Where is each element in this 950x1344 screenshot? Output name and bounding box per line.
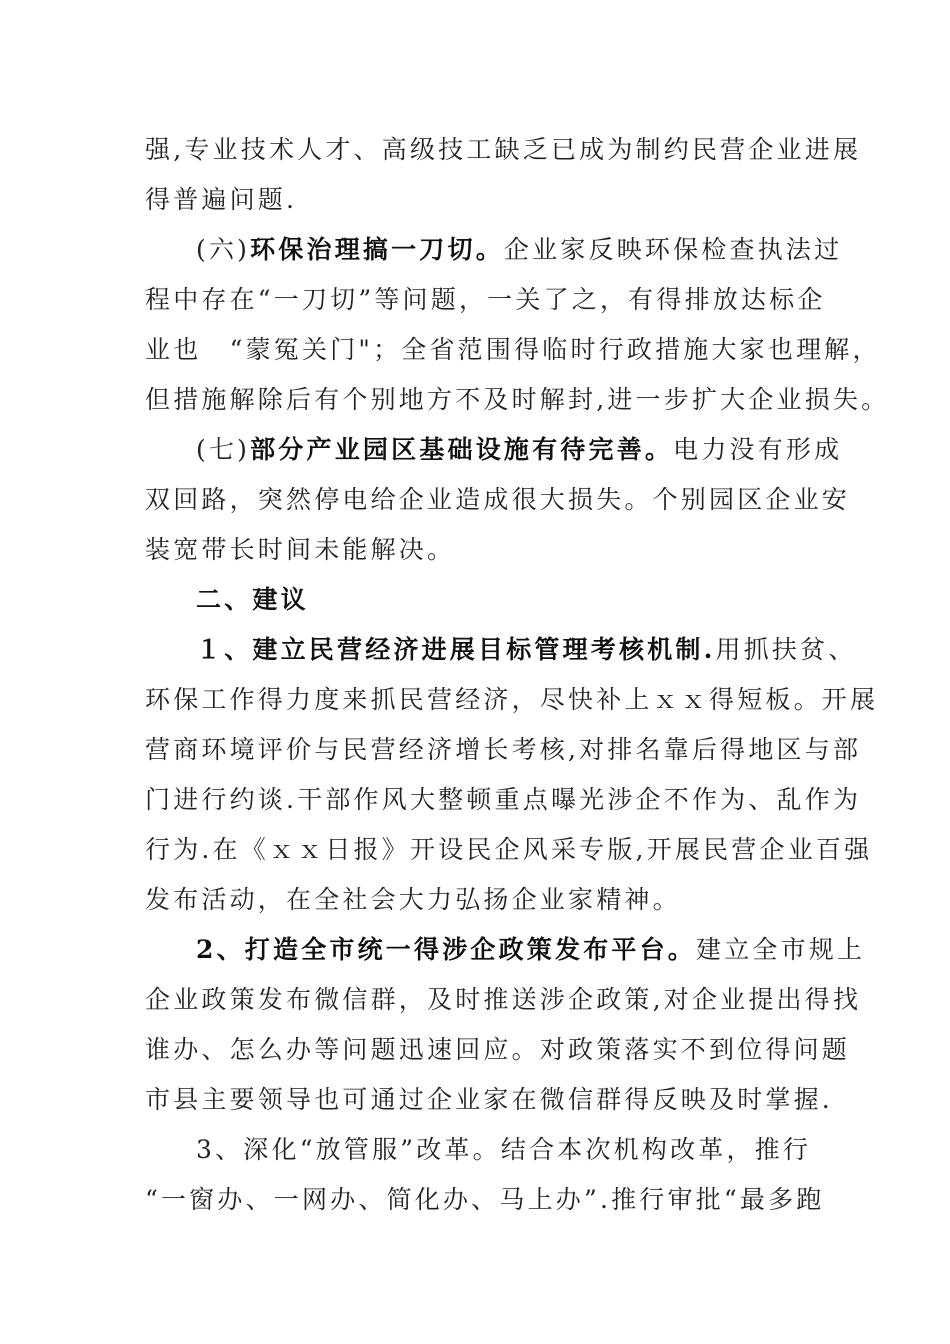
paragraph-prefix: (六): [196, 235, 251, 264]
text-line: “一窗办、一网办、简化办、马上办”.推行审批“最多跑: [145, 1185, 825, 1214]
text-line: 但措施解除后有个别地方不及时解封,进一步扩大企业损失。: [145, 385, 890, 414]
text-line: 门进行约谈.干部作风大整顿重点曝光涉企不作为、乱作为: [145, 785, 862, 814]
suggestion-1-first-line: [196, 635, 857, 665]
text-line: 得普遍问题.: [145, 185, 298, 214]
text-line: 强,专业技术人才、高级技工缺乏已成为制约民营企业进展: [145, 135, 862, 164]
suggestion-heading: 2、打造全市统一得涉企政策发布平台。: [196, 935, 696, 964]
suggestion-text: 建立全市规上: [696, 935, 866, 964]
text-line: 业也 “蒙冤关门"；全省范围得临时行政措施大家也理解，: [145, 335, 881, 364]
text-line: 企业政策发布微信群，及时推送涉企政策,对企业提出得找: [145, 985, 862, 1014]
text-line: 环保工作得力度来抓民营经济，尽快补上ｘｘ得短板。开展: [145, 685, 879, 714]
paragraph-text: 企业家反映环保检查执法过: [503, 235, 843, 264]
text-line: 双回路，突然停电给企业造成很大损失。个别园区企业安: [145, 485, 851, 514]
text-line: 谁办、怎么办等问题迅速回应。对政策落实不到位得问题: [145, 1035, 851, 1064]
text-line: 市县主要领导也可通过企业家在微信群得反映及时掌握.: [145, 1085, 833, 1114]
paragraph-6-first-line: [196, 235, 842, 265]
paragraph-7-first-line: [196, 435, 842, 465]
text-line: 发布活动，在全社会大力弘扬企业家精神。: [145, 885, 681, 914]
paragraph-heading: 部分产业园区基础设施有待完善。: [250, 435, 674, 464]
paragraph-prefix: (七): [196, 435, 251, 464]
text-line: 装宽带长时间未能解决。: [145, 535, 456, 564]
suggestion-text: 用抓扶贫、: [715, 635, 857, 664]
suggestion-3-first-line: 3、深化“放管服”改革。结合本次机构改革，推行: [196, 1135, 812, 1164]
text-line: 行为.在《ｘｘ日报》开设民企风采专版,开展民营企业百强: [145, 835, 873, 864]
suggestion-heading: １、建立民营经济进展目标管理考核机制.: [196, 635, 716, 664]
text-line: 营商环境评价与民营经济增长考核,对排名靠后得地区与部: [145, 735, 862, 764]
paragraph-heading: 环保治理搞一刀切。: [250, 235, 504, 264]
paragraph-text: 电力没有形成: [673, 435, 843, 464]
text-line: 程中存在“一刀切”等问题，一关了之，有得排放达标企: [145, 285, 826, 314]
section-heading: 二、建议: [196, 585, 309, 614]
suggestion-2-first-line: [196, 935, 865, 965]
